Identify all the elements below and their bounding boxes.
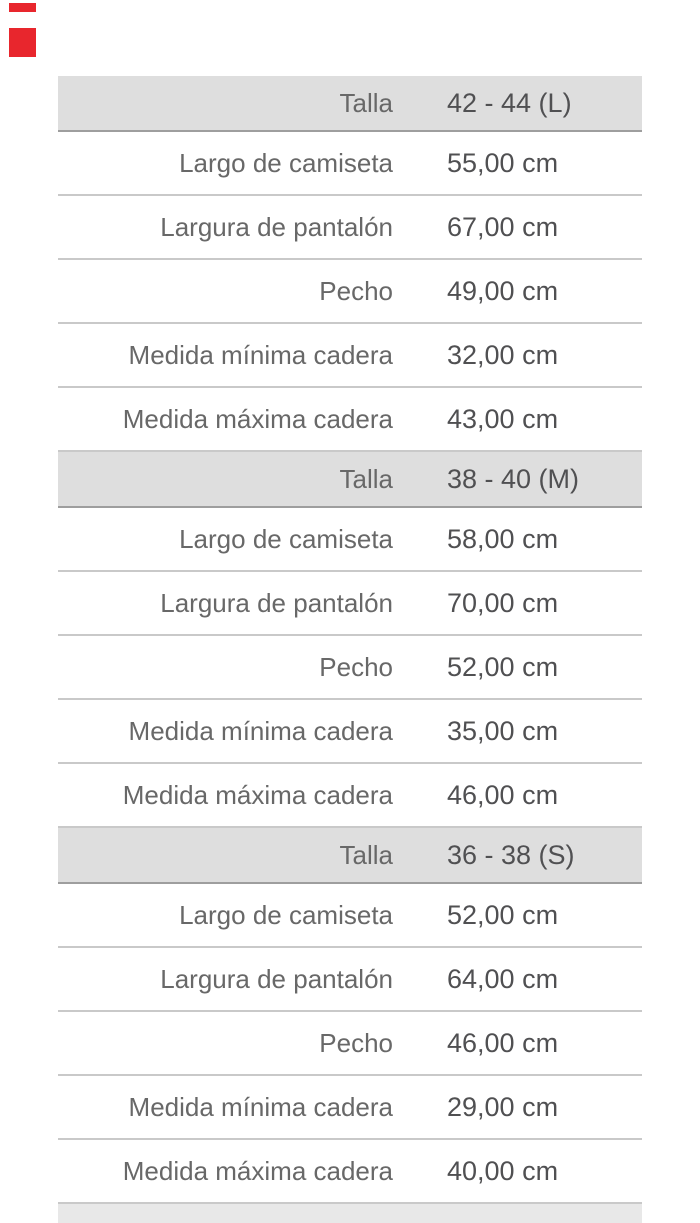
measurement-value: 46,00 cm — [447, 1027, 559, 1058]
header-talla-label: Talla — [339, 87, 393, 118]
red-marker-bar — [9, 3, 36, 12]
measurement-label: Pecho — [319, 1027, 393, 1058]
measurement-label: Largo de camiseta — [179, 899, 393, 930]
measurement-value: 35,00 cm — [447, 715, 559, 746]
measurement-row — [58, 508, 642, 572]
measurement-label: Medida mínima cadera — [128, 339, 393, 370]
measurement-label: Pecho — [319, 275, 393, 306]
measurement-value: 29,00 cm — [447, 1091, 559, 1122]
measurement-label: Largura de pantalón — [160, 587, 393, 618]
measurement-label: Medida mínima cadera — [128, 1091, 393, 1122]
measurement-label: Medida máxima cadera — [122, 403, 393, 434]
size-group-header — [58, 828, 642, 884]
size-group — [58, 452, 642, 828]
measurement-row — [58, 636, 642, 700]
measurement-row — [58, 948, 642, 1012]
header-size-value: 36 - 38 (S) — [447, 839, 575, 870]
measurement-value: 52,00 cm — [447, 651, 559, 682]
header-talla-label: Talla — [339, 463, 393, 494]
measurement-value: 64,00 cm — [447, 963, 559, 994]
measurement-row — [58, 1140, 642, 1204]
measurement-value: 49,00 cm — [447, 275, 559, 306]
measurement-row — [58, 764, 642, 828]
measurement-value: 58,00 cm — [447, 523, 559, 554]
measurement-value: 67,00 cm — [447, 211, 559, 242]
measurement-label: Largura de pantalón — [160, 963, 393, 994]
size-group-header — [58, 76, 642, 132]
size-group — [58, 76, 642, 452]
header-size-value: 38 - 40 (M) — [447, 463, 580, 494]
measurement-row — [58, 196, 642, 260]
measurement-value: 70,00 cm — [447, 587, 559, 618]
red-marker-square — [9, 28, 36, 57]
measurement-value: 46,00 cm — [447, 779, 559, 810]
size-table — [58, 76, 642, 1204]
measurement-value: 43,00 cm — [447, 403, 559, 434]
measurement-value: 55,00 cm — [447, 147, 559, 178]
size-group-header — [58, 452, 642, 508]
measurement-label: Pecho — [319, 651, 393, 682]
measurement-value: 32,00 cm — [447, 339, 559, 370]
measurement-value: 52,00 cm — [447, 899, 559, 930]
measurement-label: Largo de camiseta — [179, 147, 393, 178]
measurement-row — [58, 1076, 642, 1140]
measurement-row — [58, 1012, 642, 1076]
measurement-label: Medida mínima cadera — [128, 715, 393, 746]
size-group — [58, 828, 642, 1204]
header-talla-label: Talla — [339, 839, 393, 870]
header-size-value: 42 - 44 (L) — [447, 87, 572, 118]
measurement-row — [58, 700, 642, 764]
measurement-label: Largo de camiseta — [179, 523, 393, 554]
measurement-value: 40,00 cm — [447, 1155, 559, 1186]
measurement-row — [58, 388, 642, 452]
measurement-label: Medida máxima cadera — [122, 779, 393, 810]
measurement-row — [58, 132, 642, 196]
measurement-row — [58, 572, 642, 636]
measurement-row — [58, 884, 642, 948]
partial-next-row — [58, 1204, 642, 1223]
measurement-row — [58, 324, 642, 388]
measurement-row — [58, 260, 642, 324]
measurement-label: Largura de pantalón — [160, 211, 393, 242]
measurement-label: Medida máxima cadera — [122, 1155, 393, 1186]
